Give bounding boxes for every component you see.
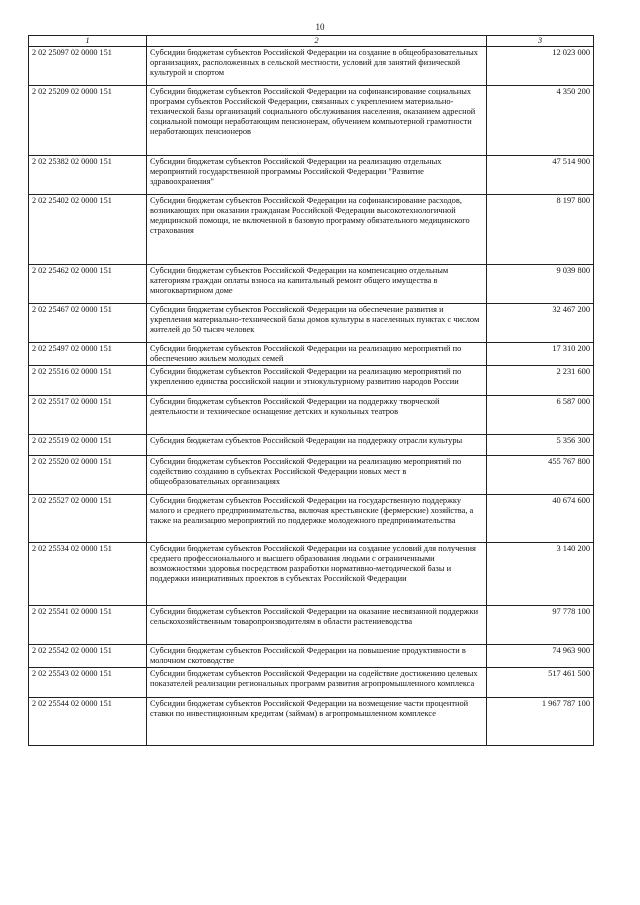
row-description: Субсидии бюджетам субъектов Российской Федерации на поддержку творческой деятельности и техническое оснащение детских и кукольных театров xyxy=(147,396,487,435)
row-amount: 9 039 800 xyxy=(487,264,594,303)
subsidy-table xyxy=(28,35,594,746)
row-code: 2 02 25541 02 0000 151 xyxy=(29,606,147,645)
table-row xyxy=(29,155,594,194)
row-amount: 6 587 000 xyxy=(487,396,594,435)
row-code: 2 02 25382 02 0000 151 xyxy=(29,155,147,194)
table-row xyxy=(29,303,594,342)
row-code: 2 02 25542 02 0000 151 xyxy=(29,645,147,668)
row-amount: 517 461 500 xyxy=(487,668,594,698)
row-code: 2 02 25544 02 0000 151 xyxy=(29,698,147,746)
column-header-code: 1 xyxy=(29,36,147,47)
row-amount: 32 467 200 xyxy=(487,303,594,342)
row-amount: 97 778 100 xyxy=(487,606,594,645)
table-row xyxy=(29,495,594,543)
table-row xyxy=(29,366,594,396)
row-amount: 74 963 900 xyxy=(487,645,594,668)
row-code: 2 02 25543 02 0000 151 xyxy=(29,668,147,698)
row-description: Субсидии бюджетам субъектов Российской Федерации на софинансирование расходов, возникающих при оказании гражданам Российской Федерации высокотехнологичной медицинской помощи, не включенной в базовую программу обязательного медицинского страхования xyxy=(147,194,487,264)
row-amount: 8 197 800 xyxy=(487,194,594,264)
page-number: 10 xyxy=(315,22,325,32)
row-description: Субсидии бюджетам субъектов Российской Федерации на реализацию отдельных мероприятий государственной программы Российской Федерации "Развитие здравоохранения" xyxy=(147,155,487,194)
column-header-amount: 3 xyxy=(487,36,594,47)
row-description: Субсидии бюджетам субъектов Российской Федерации на компенсацию отдельным категориям граждан оплаты взноса на капитальный ремонт общего имущества в многоквартирном доме xyxy=(147,264,487,303)
table-row xyxy=(29,698,594,746)
row-code: 2 02 25517 02 0000 151 xyxy=(29,396,147,435)
row-code: 2 02 25534 02 0000 151 xyxy=(29,543,147,606)
row-amount: 12 023 000 xyxy=(487,46,594,85)
row-description: Субсидии бюджетам субъектов Российской Федерации на реализацию мероприятий по содействию созданию в субъектах Российской Федерации новых мест в общеобразовательных организациях xyxy=(147,456,487,495)
row-code: 2 02 25097 02 0000 151 xyxy=(29,46,147,85)
row-amount: 3 140 200 xyxy=(487,543,594,606)
row-description: Субсидии бюджетам субъектов Российской Федерации на реализацию мероприятий по укреплению единства российской нации и этнокультурному развитию народов России xyxy=(147,366,487,396)
row-description: Субсидии бюджетам субъектов Российской Федерации на возмещение части процентной ставки по инвестиционным кредитам (займам) в агропромышленном комплексе xyxy=(147,698,487,746)
row-amount: 4 350 200 xyxy=(487,85,594,155)
row-description: Субсидии бюджетам субъектов Российской Федерации на содействие достижению целевых показателей реализации региональных программ развития агропромышленного комплекса xyxy=(147,668,487,698)
table-row xyxy=(29,668,594,698)
row-description: Субсидии бюджетам субъектов Российской Федерации на повышение продуктивности в молочном скотоводстве xyxy=(147,645,487,668)
table-body xyxy=(29,46,594,745)
row-description: Субсидии бюджетам субъектов Российской Федерации на обеспечение развития и укрепления материально-технической базы домов культуры в населенных пунктах с числом жителей до 50 тысяч человек xyxy=(147,303,487,342)
table-row xyxy=(29,456,594,495)
table-row xyxy=(29,194,594,264)
row-code: 2 02 25402 02 0000 151 xyxy=(29,194,147,264)
row-amount: 2 231 600 xyxy=(487,366,594,396)
row-description: Субсидии бюджетам субъектов Российской Федерации на реализацию мероприятий по обеспечению жильем молодых семей xyxy=(147,342,487,365)
row-amount: 1 967 787 100 xyxy=(487,698,594,746)
row-code: 2 02 25527 02 0000 151 xyxy=(29,495,147,543)
table-row xyxy=(29,543,594,606)
table-row xyxy=(29,85,594,155)
row-code: 2 02 25520 02 0000 151 xyxy=(29,456,147,495)
table-row xyxy=(29,435,594,456)
table-row xyxy=(29,606,594,645)
column-header-description: 2 xyxy=(147,36,487,47)
row-amount: 40 674 600 xyxy=(487,495,594,543)
row-amount: 5 356 300 xyxy=(487,435,594,456)
row-code: 2 02 25516 02 0000 151 xyxy=(29,366,147,396)
row-code: 2 02 25209 02 0000 151 xyxy=(29,85,147,155)
row-code: 2 02 25467 02 0000 151 xyxy=(29,303,147,342)
table-row xyxy=(29,342,594,365)
table-row xyxy=(29,264,594,303)
row-description: Субсидии бюджетам субъектов Российской Федерации на создание условий для получения среднего профессионального и высшего образования людьми с ограниченными возможностями здоровья посредством разработки нормативно-методической базы и поддержки инициативных проектов в субъектах Российской Федерации xyxy=(147,543,487,606)
row-code: 2 02 25497 02 0000 151 xyxy=(29,342,147,365)
row-amount: 47 514 900 xyxy=(487,155,594,194)
row-description: Субсидии бюджетам субъектов Российской Федерации на софинансирование социальных программ субъектов Российской Федерации, связанных с укреплением материально-технической базы организаций социального обслуживания населения, оказанием адресной социальной помощи неработающим пенсионерам, обучением компьютерной грамотности неработающих пенсионеров xyxy=(147,85,487,155)
table-row xyxy=(29,46,594,85)
table-header-row xyxy=(29,36,594,47)
row-code: 2 02 25519 02 0000 151 xyxy=(29,435,147,456)
row-description: Субсидия бюджетам субъектов Российской Федерации на поддержку отрасли культуры xyxy=(147,435,487,456)
row-code: 2 02 25462 02 0000 151 xyxy=(29,264,147,303)
row-amount: 455 767 800 xyxy=(487,456,594,495)
table-row xyxy=(29,645,594,668)
row-description: Субсидии бюджетам субъектов Российской Федерации на оказание несвязанной поддержки сельскохозяйственным товаропроизводителям в области растениеводства xyxy=(147,606,487,645)
row-description: Субсидии бюджетам субъектов Российской Федерации на государственную поддержку малого и среднего предпринимательства, включая крестьянские (фермерские) хозяйства, а также на реализацию мероприятий по поддержке молодежного предпринимательства xyxy=(147,495,487,543)
table-row xyxy=(29,396,594,435)
row-amount: 17 310 200 xyxy=(487,342,594,365)
row-description: Субсидии бюджетам субъектов Российской Федерации на создание в общеобразовательных организациях, расположенных в сельской местности, условий для занятий физической культурой и спортом xyxy=(147,46,487,85)
